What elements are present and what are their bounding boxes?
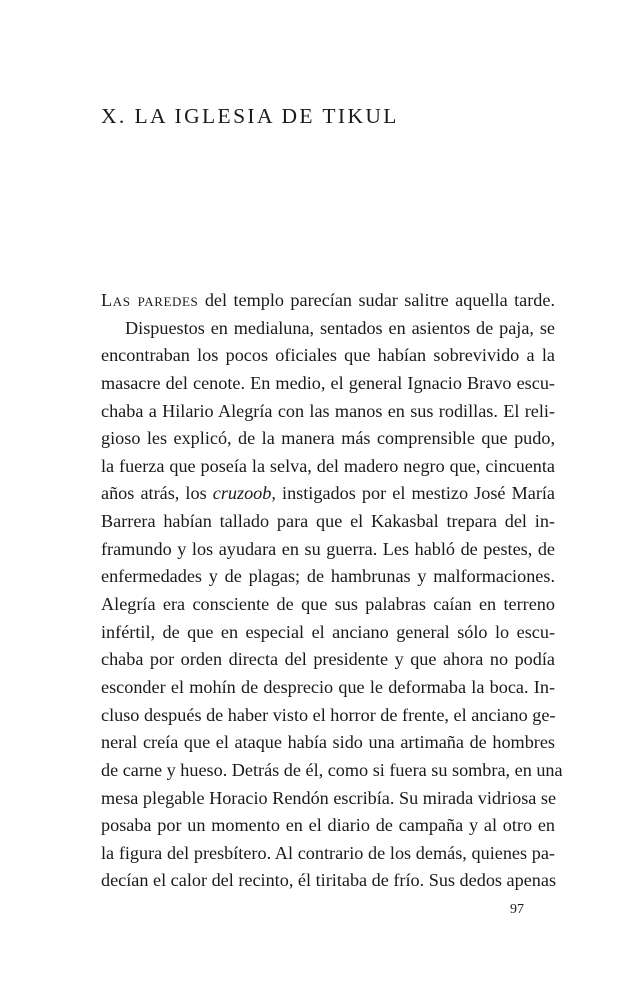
paragraph-line: chaba por orden directa del presidente y que ahora no podía — [101, 649, 555, 670]
paragraph-line — [101, 287, 555, 315]
paragraph-line: de carne y hueso. Detrás de él, como si fuera su sombra, en una — [101, 759, 563, 780]
paragraph-line: posaba por un momento en el diario de campaña y al otro en — [101, 815, 555, 836]
page-number: 97 — [510, 902, 524, 917]
paragraph-line: Barrera habían tallado para que el Kakasbal trepara del in- — [101, 511, 555, 532]
paragraph-line: mesa plegable Horacio Rendón escribía. Su mirada vidriosa se — [101, 787, 557, 808]
paragraph-line: Alegría era consciente de que sus palabras caían en terreno — [101, 594, 555, 615]
opening-small-caps: Las paredes — [101, 290, 199, 310]
paragraph-line: esconder el mohín de desprecio que le deformaba la boca. In- — [101, 676, 555, 697]
chapter-title: X. LA IGLESIA DE TIKUL — [101, 104, 399, 128]
paragraph-line — [101, 480, 555, 508]
chapter-body — [101, 287, 563, 895]
paragraph-line: gioso les explicó, de la manera más comprensible que pudo, — [101, 428, 555, 449]
line-text: instigados por el mestizo José María — [275, 483, 555, 504]
italic-term: cruzoob, — [212, 483, 276, 504]
paragraph-line: encontraban los pocos oficiales que habían sobrevivido a la — [101, 345, 555, 366]
paragraph-line: la figura del presbítero. Al contrario de los demás, quienes pa- — [101, 842, 555, 863]
paragraph-line: decían el calor del recinto, él tiritaba de frío. Sus dedos apenas — [101, 870, 557, 891]
paragraph-line: framundo y los ayudara en su guerra. Les habló de pestes, de — [101, 538, 555, 559]
paragraph-line: chaba a Hilario Alegría con las manos en sus rodillas. El reli- — [101, 400, 555, 421]
paragraph-line: la fuerza que poseía la selva, del madero negro que, cincuenta — [101, 455, 555, 476]
line-text: años atrás, los — [101, 483, 213, 504]
paragraph-line: masacre del cenote. En medio, el general Ignacio Bravo escu- — [101, 372, 555, 393]
paragraph-line: Dispuestos en medialuna, sentados en asientos de paja, se — [125, 317, 555, 338]
paragraph-line: cluso después de haber visto el horror de frente, el anciano ge- — [101, 704, 556, 725]
paragraph-line: neral creía que el ataque había sido una artimaña de hombres — [101, 732, 555, 753]
opening-line-text: del templo parecían sudar salitre aquella tarde. — [198, 290, 555, 310]
paragraph-line: enfermedades y de plagas; de hambrunas y malformaciones. — [101, 566, 555, 587]
paragraph-line: infértil, de que en especial el anciano general sólo lo escu- — [101, 621, 555, 642]
